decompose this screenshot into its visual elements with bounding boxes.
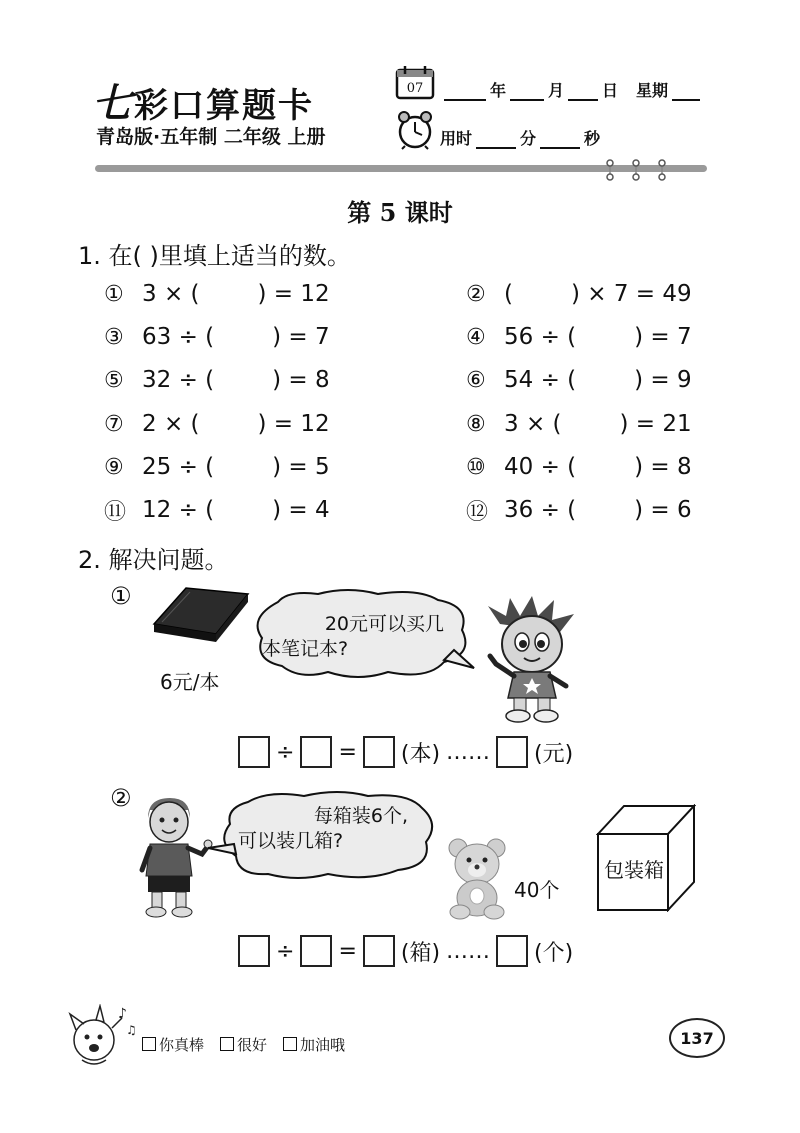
- answer-box-divisor[interactable]: [300, 736, 332, 768]
- equation-11: ⑪ 12 ÷ ( ) = 4: [104, 497, 330, 525]
- problem2-answer-row: ÷ = (箱) …… (个): [238, 935, 573, 967]
- equation-12: ⑫ 36 ÷ ( ) = 6: [466, 497, 692, 525]
- svg-text:♪: ♪: [118, 1006, 127, 1022]
- rating-option-good[interactable]: 很好: [220, 1034, 267, 1055]
- answer-box-divisor[interactable]: [300, 935, 332, 967]
- equation-2: ② ( ) × 7 = 49: [466, 281, 692, 307]
- rating-option-great[interactable]: 你真棒: [142, 1034, 204, 1055]
- boy-cartoon-icon: [134, 796, 214, 918]
- answer-box-quotient[interactable]: [363, 736, 395, 768]
- equation-10: ⑩ 40 ÷ ( ) = 8: [466, 454, 692, 480]
- girl-cartoon-icon: [480, 594, 580, 724]
- answer-box-dividend[interactable]: [238, 736, 270, 768]
- equation-6: ⑥ 54 ÷ ( ) = 9: [466, 367, 692, 393]
- seconds-label: 秒: [584, 129, 601, 148]
- edition-label: 青岛版·五年制 二年级 上册: [96, 126, 326, 148]
- page-number: 137: [669, 1018, 725, 1058]
- lesson-title: 第 5 课时: [347, 198, 453, 227]
- svg-text:♫: ♫: [126, 1023, 137, 1037]
- year-label: 年: [490, 81, 507, 100]
- equation-3: ③ 63 ÷ ( ) = 7: [104, 324, 330, 350]
- brand-logo-first-char: 七: [92, 80, 134, 127]
- minutes-label: 分: [520, 129, 537, 148]
- bear-count: 40个: [514, 878, 560, 902]
- equation-7: ⑦ 2 × ( ) = 12: [104, 411, 330, 437]
- problem1-number: ①: [110, 582, 132, 610]
- bubble1-text: 20元可以买几 本笔记本?: [262, 613, 444, 660]
- answer-box-quotient[interactable]: [363, 935, 395, 967]
- date-line: [440, 78, 704, 101]
- brand-logo-rest: 彩口算题卡: [134, 86, 314, 126]
- equation-8: ⑧ 3 × ( ) = 21: [466, 411, 692, 437]
- weekday-label: 星期: [636, 81, 669, 100]
- checkbox[interactable]: [283, 1037, 297, 1051]
- problem1-answer-row: ÷ = (本) …… (元): [238, 736, 573, 768]
- equation-4: ④ 56 ÷ ( ) = 7: [466, 324, 692, 350]
- self-rating: [142, 1034, 345, 1055]
- answer-box-remainder[interactable]: [496, 736, 528, 768]
- equation-9: ⑨ 25 ÷ ( ) = 5: [104, 454, 330, 480]
- time-line: [440, 126, 600, 149]
- month-label: 月: [548, 81, 565, 100]
- day-label: 日: [602, 81, 619, 100]
- rating-option-keep-going[interactable]: 加油哦: [283, 1034, 345, 1055]
- calendar-icon: [395, 64, 435, 100]
- notebook-price: 6元/本: [160, 670, 220, 694]
- section2-heading: 2. 解决问题。: [78, 546, 229, 574]
- checkbox[interactable]: [220, 1037, 234, 1051]
- divider-beads-icon: [600, 158, 680, 182]
- calendar-number: 07: [406, 81, 424, 96]
- answer-box-dividend[interactable]: [238, 935, 270, 967]
- bubble2-text: 每箱装6个, 可以装几箱?: [238, 805, 408, 852]
- box-label: 包装箱: [604, 858, 664, 882]
- teddy-bear-icon: [444, 836, 510, 920]
- checkbox[interactable]: [142, 1037, 156, 1051]
- equation-1: ① 3 × ( ) = 12: [104, 281, 330, 307]
- notebook-icon: [146, 584, 252, 646]
- problem2-number: ②: [110, 784, 132, 812]
- section1-heading: 1. 在( )里填上适当的数。: [78, 242, 351, 270]
- time-used-label: 用时: [440, 129, 473, 148]
- singing-mascot-icon: [66, 1004, 138, 1068]
- answer-box-remainder[interactable]: [496, 935, 528, 967]
- alarm-clock-icon: [396, 110, 434, 150]
- brand-logo: [92, 72, 314, 129]
- equation-5: ⑤ 32 ÷ ( ) = 8: [104, 367, 330, 393]
